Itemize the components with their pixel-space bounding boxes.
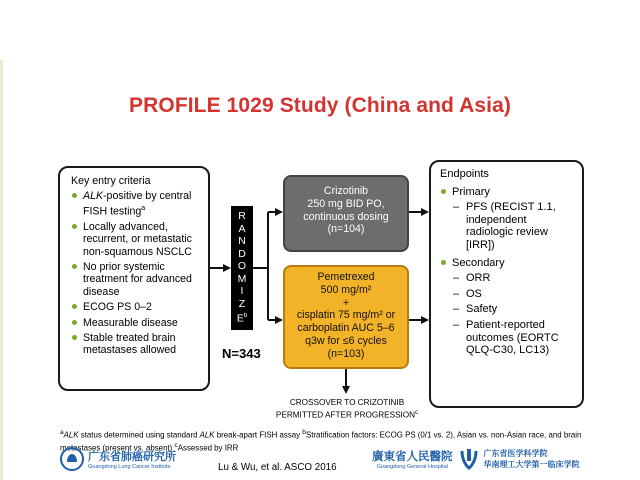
entry-criteria-heading: Key entry criteria [71,175,151,187]
primary-endpoints [440,186,576,252]
endpoint-item: – Safety [440,303,576,316]
entry-criteria-item: No prior systemic treatment for advanced disease [71,261,201,298]
endpoint-item: – ORR [440,272,576,285]
chemotherapy-arm-box: Pemetrexed 500 mg/m² + cisplatin 75 mg/m² or carboplatin AUC 5–6 q3w for ≤6 cycles (n=103) [283,265,409,369]
endpoint-item: – OS [440,288,576,301]
randomize-block: R A N D O M I Z $E^b$ [231,206,253,330]
endpoint-item: – PFS (RECIST 1.1, independent radiologic review [IRR]) [440,201,576,251]
entry-criteria-list [71,190,201,356]
sample-size-label: N=343 [222,346,261,361]
crossover-note: CROSSOVER TO CRIZOTINIB PERMITTED AFTER PROGRESSION$^c$ [275,398,419,420]
left-institute-logo: 广东省肺癌研究所 Guangdong Lung Cancer Institute [60,447,176,471]
entry-criteria-item: ALK-positive by central FISH testing$^a$ [71,190,201,217]
randomize-branch [253,212,268,320]
right-hospital-logo: 廣東省人民醫院 Guangdong General Hospital 广东省医学科学院 华南理工大学第一临床学院 [372,449,580,470]
endpoint-item: – Patient-reported outcomes (EORTC QLQ-C30, LC13) [440,319,576,357]
entry-criteria-item: Measurable disease [71,317,201,329]
crizotinib-arm-box: Crizotinib 250 mg BID PO, continuous dosing (n=104) [283,175,409,252]
endpoints-box [429,160,584,408]
citation: Lu & Wu, et al. ASCO 2016 [218,462,337,473]
secondary-label: Secondary [440,257,576,270]
primary-label: Primary [440,186,576,199]
endpoints-heading: Endpoints [440,168,489,180]
footnote: $^a$ALK status determined using standard ALK break-apart FISH assay $^b$Stratification factors: ECOG PS (0/1 vs. 2), Asian vs. non-Asian race, and brain metastases (present vs. absent) $^c$Assessed by IRR [60,429,582,453]
slide-title: PROFILE 1029 Study (China and Asia) [129,94,511,117]
slide-edge-accent [0,60,3,480]
hospital-emblem-icon [458,447,480,471]
entry-criteria-item: ECOG PS 0–2 [71,301,201,313]
entry-criteria-item: Locally advanced, recurrent, or metastatic non-squamous NSCLC [71,221,201,258]
lung-institute-emblem-icon [60,447,84,471]
entry-criteria-item: Stable treated brain metastases allowed [71,332,201,357]
secondary-endpoints [440,257,576,357]
entry-criteria-box [58,166,210,391]
